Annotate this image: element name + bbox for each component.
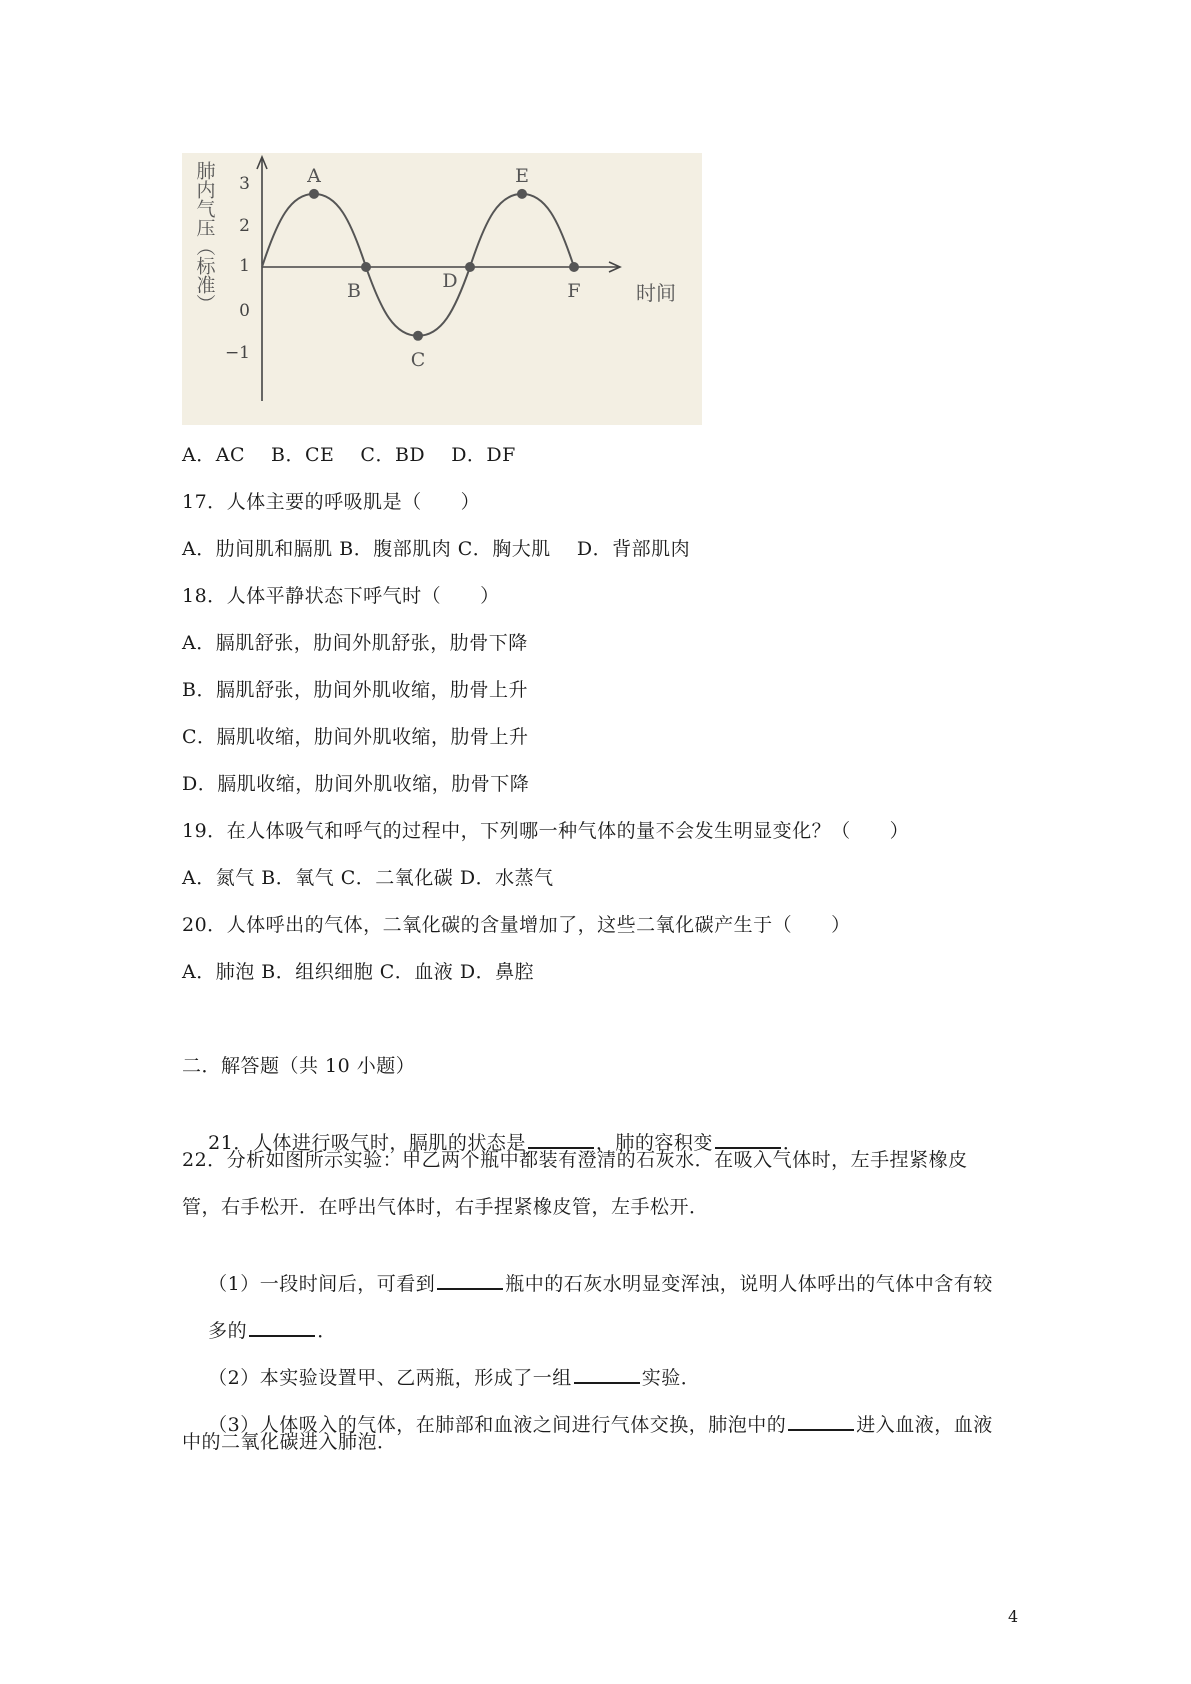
q22-sub3-text-b: 进入血液，血液 (856, 1414, 993, 1436)
y-tick-label: 3 (239, 174, 250, 194)
q20-stem: 20．人体呼出的气体，二氧化碳的含量增加了，这些二氧化碳产生于（ ） (182, 914, 851, 936)
q21-text-2: ，肺的容积变 (595, 1132, 713, 1154)
point-C (413, 331, 423, 341)
page-number: 4 (1008, 1607, 1019, 1626)
answer-blank[interactable] (437, 1268, 503, 1290)
q17-options: A．肋间肌和膈肌 B．腹部肌肉 C．胸大肌 D．背部肌肉 (182, 538, 691, 560)
x-axis-label: 时间 (636, 281, 676, 305)
q22-sub2-text-b: 实验． (641, 1367, 701, 1389)
q19-options: A．氮气 B．氧气 C．二氧化碳 D．水蒸气 (182, 867, 554, 889)
q18-option-b: B．膈肌舒张，肋间外肌收缩，肋骨上升 (182, 679, 528, 701)
point-label: E (515, 164, 529, 187)
q22-sub1-text-c: 多的 (208, 1320, 248, 1342)
point-label: D (442, 270, 458, 292)
point-F (569, 262, 579, 272)
q22-line-2: 管，右手松开．在呼出气体时，右手捏紧橡皮管，左手松开． (182, 1196, 709, 1218)
point-label: F (567, 280, 581, 302)
point-A (309, 189, 319, 199)
pressure-curve (262, 194, 574, 336)
point-B (361, 262, 371, 272)
q17-stem: 17．人体主要的呼吸肌是（ ） (182, 491, 481, 513)
y-axis-label: 肺内气压（标准） (193, 161, 215, 313)
point-E (517, 189, 527, 199)
q18-option-c: C．膈肌收缩，肋间外肌收缩，肋骨上升 (182, 726, 529, 748)
q19-stem: 19．在人体吸气和呼气的过程中，下列哪一种气体的量不会发生明显变化？（ ） (182, 820, 910, 842)
q22-sub2-text-a: （2）本实验设置甲、乙两瓶，形成了一组 (208, 1367, 572, 1389)
q22-sub3-cont: 中的二氧化碳进入肺泡． (182, 1431, 397, 1453)
q22-sub1-text-d: ． (317, 1320, 337, 1342)
y-tick-label: 1 (239, 256, 250, 276)
y-ticks (225, 174, 250, 363)
point-label: B (347, 280, 361, 302)
y-tick-label: 0 (239, 301, 250, 321)
point-label: A (307, 164, 321, 187)
q18-stem: 18．人体平静状态下呼气时（ ） (182, 585, 500, 607)
q18-option-a: A．膈肌舒张，肋间外肌舒张，肋骨下降 (182, 632, 528, 654)
lung-pressure-figure (182, 153, 702, 425)
q20-options: A．肺泡 B．组织细胞 C．血液 D．鼻腔 (182, 961, 535, 983)
section-heading: 二．解答题（共 10 小题） (182, 1055, 416, 1077)
answer-blank[interactable] (788, 1409, 854, 1431)
q18-option-d: D．膈肌收缩，肋间外肌收缩，肋骨下降 (182, 773, 530, 795)
y-tick-label: 2 (239, 216, 250, 236)
y-tick-label: −1 (224, 343, 250, 363)
q22-sub3-text-a: （3）人体吸入的气体，在肺部和血液之间进行气体交换，肺泡中的 (208, 1414, 787, 1436)
q21-text-1: 21．人体进行吸气时，膈肌的状态是 (208, 1132, 526, 1154)
q16-options: A．AC B．CE C．BD D．DF (182, 444, 516, 466)
point-D (465, 262, 475, 272)
q22-sub1-text-b: 瓶中的石灰水明显变浑浊，说明人体呼出的气体中含有较 (505, 1273, 993, 1295)
point-label: C (410, 348, 426, 371)
lung-pressure-chart (182, 153, 702, 425)
q22-line-1: 22．分析如图所示实验：甲乙两个瓶中都装有澄清的石灰水．在吸入气体时，左手捏紧橡皮 (182, 1149, 968, 1171)
q21-text-3: ． (782, 1132, 803, 1154)
q22-sub1-text-a: （1）一段时间后，可看到 (208, 1273, 436, 1295)
